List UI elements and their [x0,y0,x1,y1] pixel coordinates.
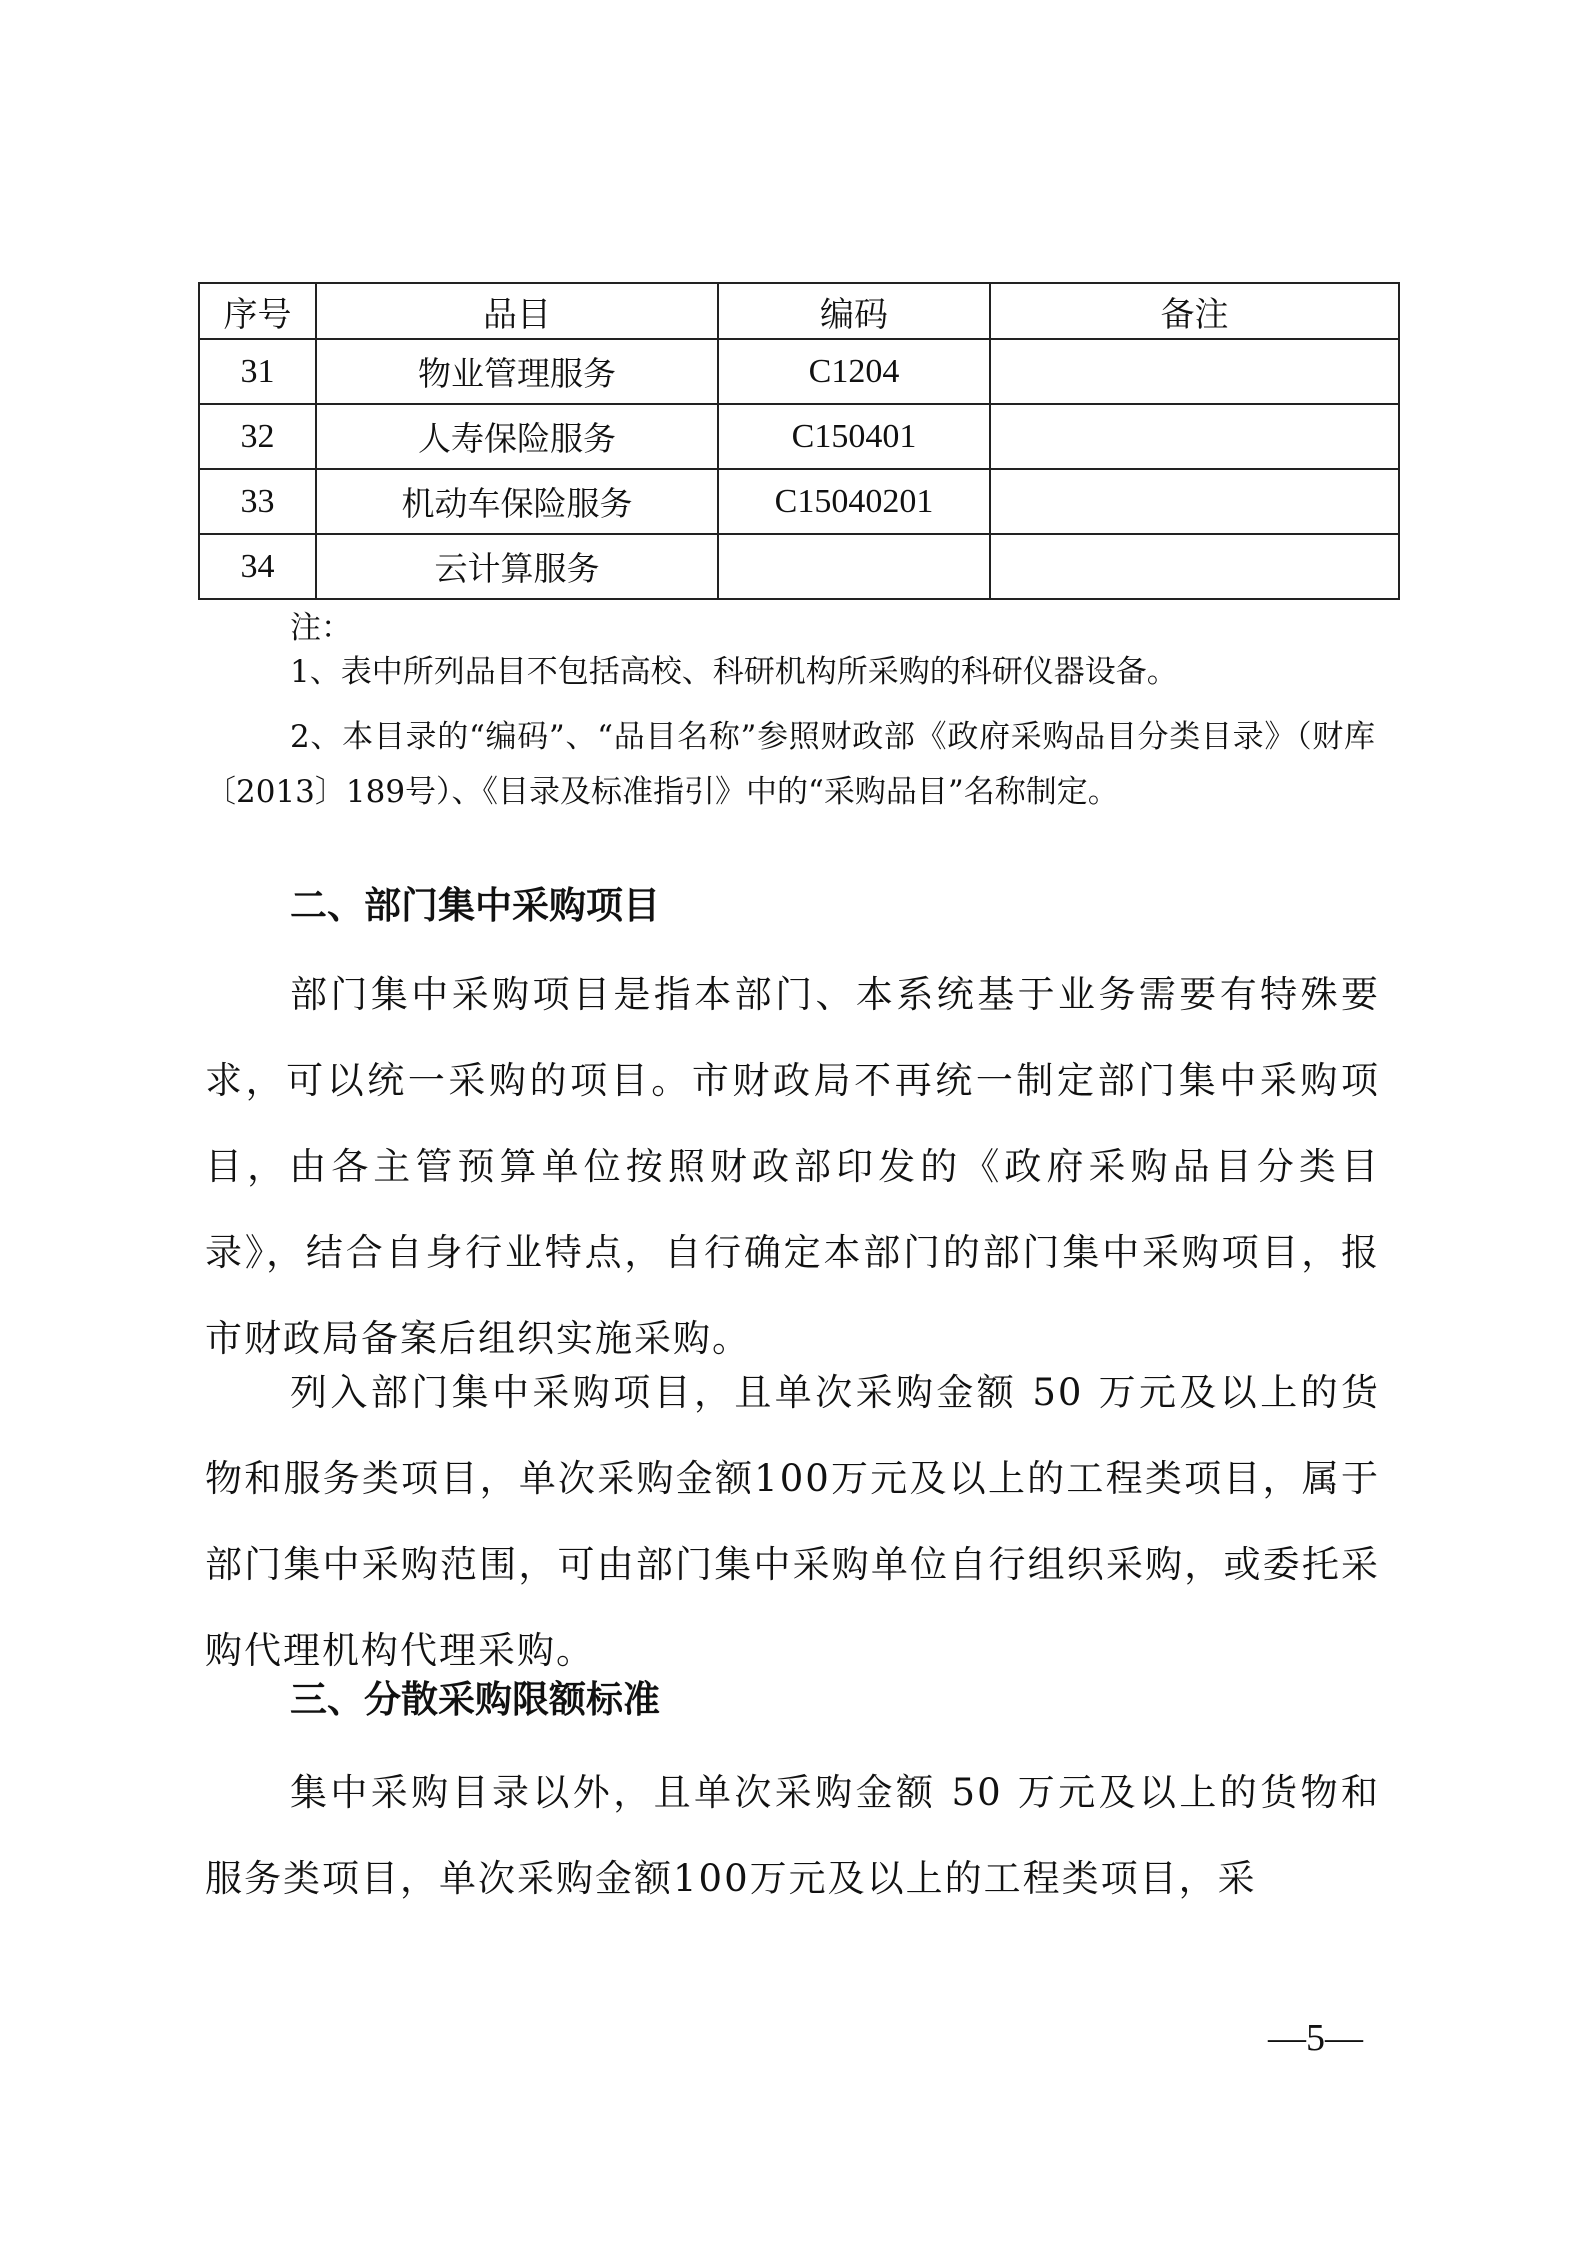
cell-code: C1204 [718,339,990,404]
section-3-paragraph-1: 集中采购目录以外，且单次采购金额 50 万元及以上的货物和服务类项目，单次采购金额100万元及以上的工程类项目，采 [205,1771,1380,1900]
notes-title: 注： [290,610,352,646]
header-item: 品目 [316,283,718,339]
cell-item: 人寿保险服务 [316,404,718,469]
table-header-row [199,283,1399,339]
cell-serial-number: 34 [199,534,316,599]
header-remark: 备注 [990,283,1399,339]
table-row [199,469,1399,534]
cell-remark [990,534,1399,599]
cell-code: C150401 [718,404,990,469]
header-serial-number: 序号 [199,283,316,339]
section-2-heading: 二、部门集中采购项目 [290,884,660,927]
note-item-2: 2、本目录的“编码”、“品目名称”参照财政部《政府采购品目分类目录》（财库〔2013〕189号）、《目录及标准指引》中的“采购品目”名称制定。 [205,719,1375,810]
cell-code: C15040201 [718,469,990,534]
section-3-heading: 三、分散采购限额标准 [290,1678,660,1721]
cell-remark [990,404,1399,469]
cell-item: 云计算服务 [316,534,718,599]
table-row [199,534,1399,599]
section-2-paragraph-1: 部门集中采购项目是指本部门、本系统基于业务需要有特殊要求，可以统一采购的项目。市财政局不再统一制定部门集中采购项目，由各主管预算单位按照财政部印发的《政府采购品目分类目录》，结合自身行业特点，自行确定本部门的部门集中采购项目，报市财政局备案后组织实施采购。 [205,973,1380,1360]
section-2-paragraph-2: 列入部门集中采购项目，且单次采购金额 50 万元及以上的货物和服务类项目，单次采购金额100万元及以上的工程类项目，属于部门集中采购范围，可由部门集中采购单位自行组织采购，或委托采购代理机构代理采购。 [205,1371,1380,1672]
header-code: 编码 [718,283,990,339]
cell-serial-number: 32 [199,404,316,469]
page-number: —5— [1268,2017,1363,2059]
cell-remark [990,339,1399,404]
note-item-1: 1、表中所列品目不包括高校、科研机构所采购的科研仪器设备。 [290,654,1178,690]
cell-serial-number: 33 [199,469,316,534]
cell-item: 物业管理服务 [316,339,718,404]
cell-item: 机动车保险服务 [316,469,718,534]
cell-remark [990,469,1399,534]
cell-serial-number: 31 [199,339,316,404]
cell-code [718,534,990,599]
table-row [199,404,1399,469]
table-row [199,339,1399,404]
procurement-catalog-table [198,282,1400,600]
